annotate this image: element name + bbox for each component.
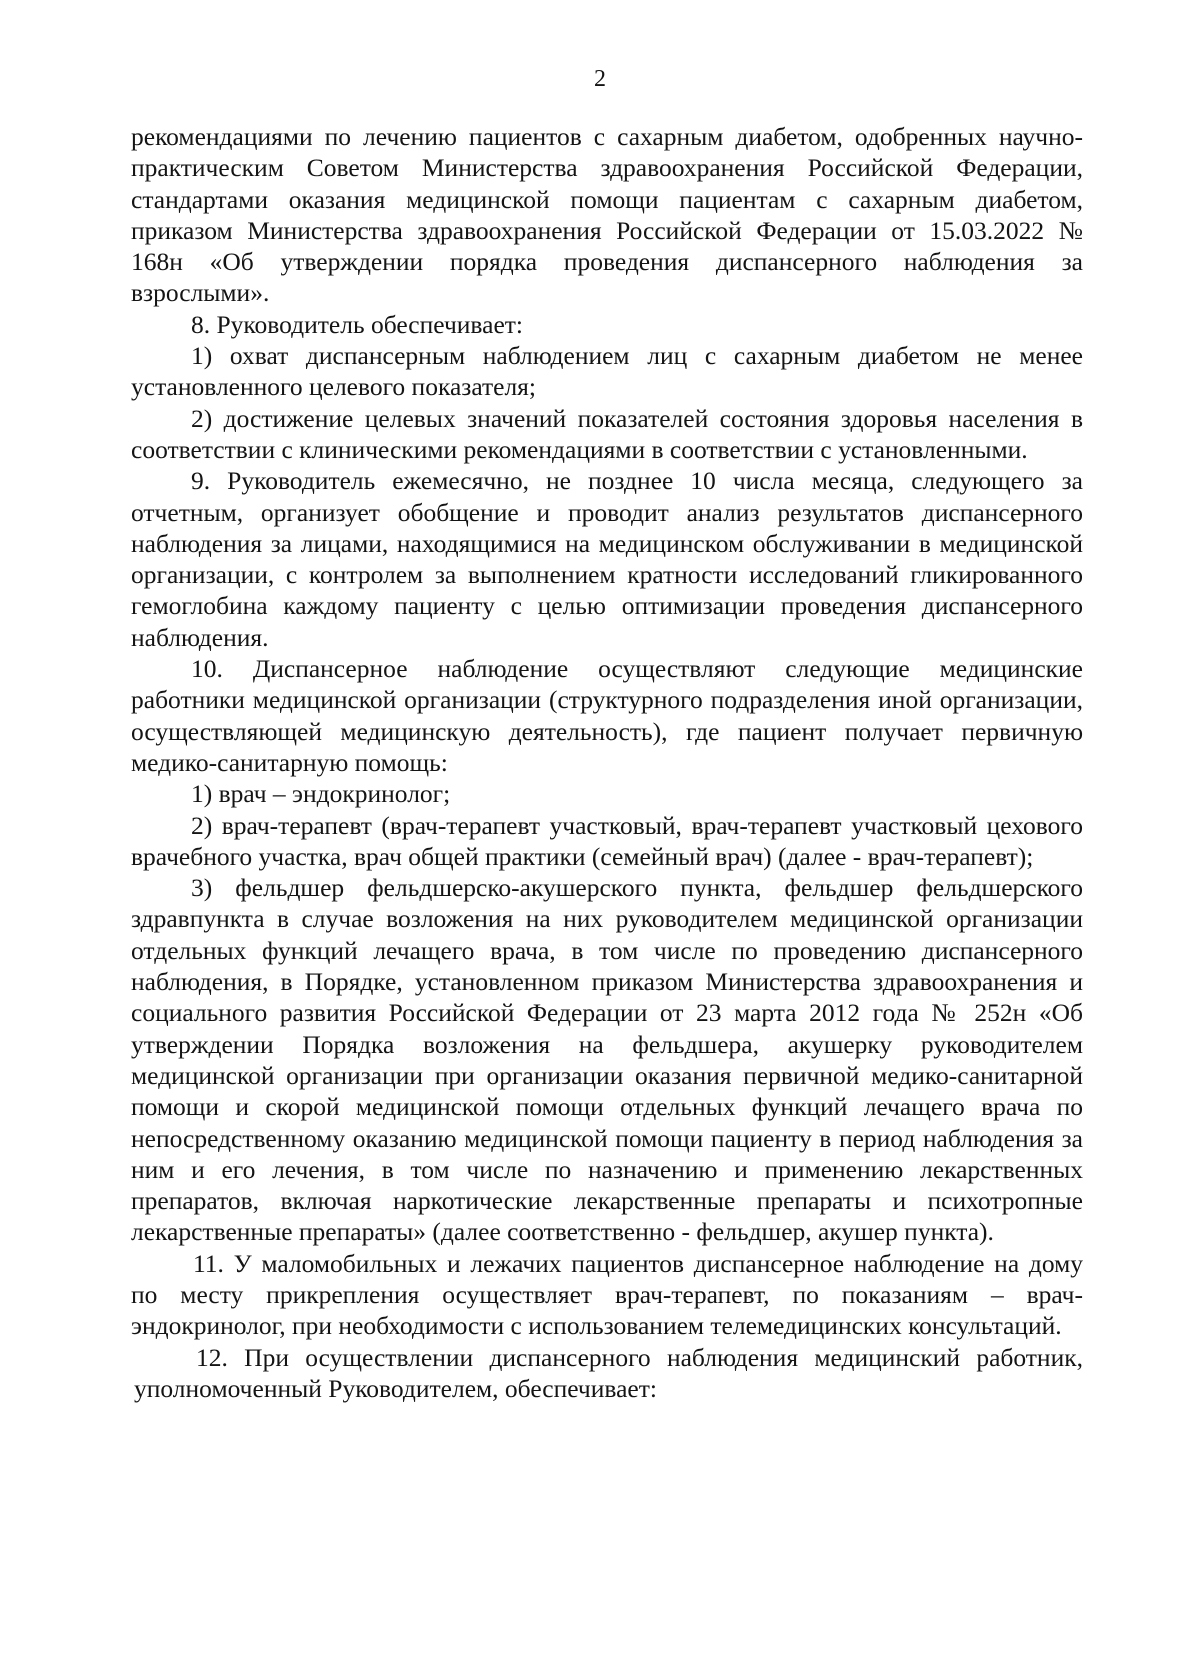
document-body [131, 121, 1083, 1404]
paragraph-continuation: рекомендациями по лечению пациентов с сахарным диабетом, одобренных научно-практическим Советом Министерства здравоохранения Российской Федерации, стандартами оказания медицинской помощи пациентам с сахарным диабетом, приказом Министерства здравоохранения Российской Федерации от 15.03.2022 № 168н «Об утверждении порядка проведения диспансерного наблюдения за взрослыми». [131, 122, 1083, 308]
paragraph-item-10-3: 3) фельдшер фельдшерско-акушерского пункта, фельдшер фельдшерского здравпункта в случае возложения на них руководителем медицинской организации отдельных функций лечащего врача, в том числе по проведению диспансерного наблюдения, в Порядке, установленном приказом Министерства здравоохранения и социального развития Российской Федерации от 23 марта 2012 года № 252н «Об утверждении Порядка возложения на фельдшера, акушерку руководителем медицинской организации при организации оказания первичной медико-санитарной помощи и скорой медицинской помощи отдельных функций лечащего врача по непосредственному оказанию медицинской помощи пациенту в период наблюдения за ним и его лечения, в том числе по назначению и применению лекарственных препаратов, включая наркотические лекарственные препараты и психотропные лекарственные препараты» (далее соответственно - фельдшер, акушер пункта). [131, 873, 1083, 1247]
paragraph-item-10-2: 2) врач-терапевт (врач-терапевт участковый, врач-терапевт участковый цехового врачебного участка, врач общей практики (семейный врач) (далее - врач-терапевт); [131, 810, 1083, 871]
paragraph-item-8-1: 1) охват диспансерным наблюдением лиц с сахарным диабетом не менее установленного целевого показателя; [131, 341, 1083, 402]
paragraph-item-10-1: 1) врач – эндокринолог; [191, 779, 451, 809]
page-number: 2 [594, 66, 606, 92]
paragraph-item-10: 10. Диспансерное наблюдение осуществляют следующие медицинские работники медицинской организации (структурного подразделения иной организации, осуществляющей медицинскую деятельность), где пациент получает первичную медико-санитарную помощь: [131, 654, 1083, 777]
paragraph-item-11: 11. У маломобильных и лежачих пациентов диспансерное наблюдение на дому по месту прикрепления осуществляет врач-терапевт, по показаниям – врач-эндокринолог, при необходимости с использованием телемедицинских консультаций. [131, 1248, 1083, 1341]
paragraph-item-8: 8. Руководитель обеспечивает: [191, 309, 523, 339]
paragraph-item-12: 12. При осуществлении диспансерного наблюдения медицинский работник, уполномоченный Руководителем, обеспечивает: [134, 1342, 1083, 1403]
paragraph-item-9: 9. Руководитель ежемесячно, не позднее 10 числа месяца, следующего за отчетным, организует обобщение и проводит анализ результатов диспансерного наблюдения за лицами, находящимися на медицинском обслуживании в медицинской организации, с контролем за выполнением кратности исследований гликированного гемоглобина каждому пациенту с целью оптимизации проведения диспансерного наблюдения. [131, 466, 1083, 652]
paragraph-item-8-2: 2) достижение целевых значений показателей состояния здоровья населения в соответствии с клиническими рекомендациями в соответствии с установленными. [131, 403, 1083, 464]
